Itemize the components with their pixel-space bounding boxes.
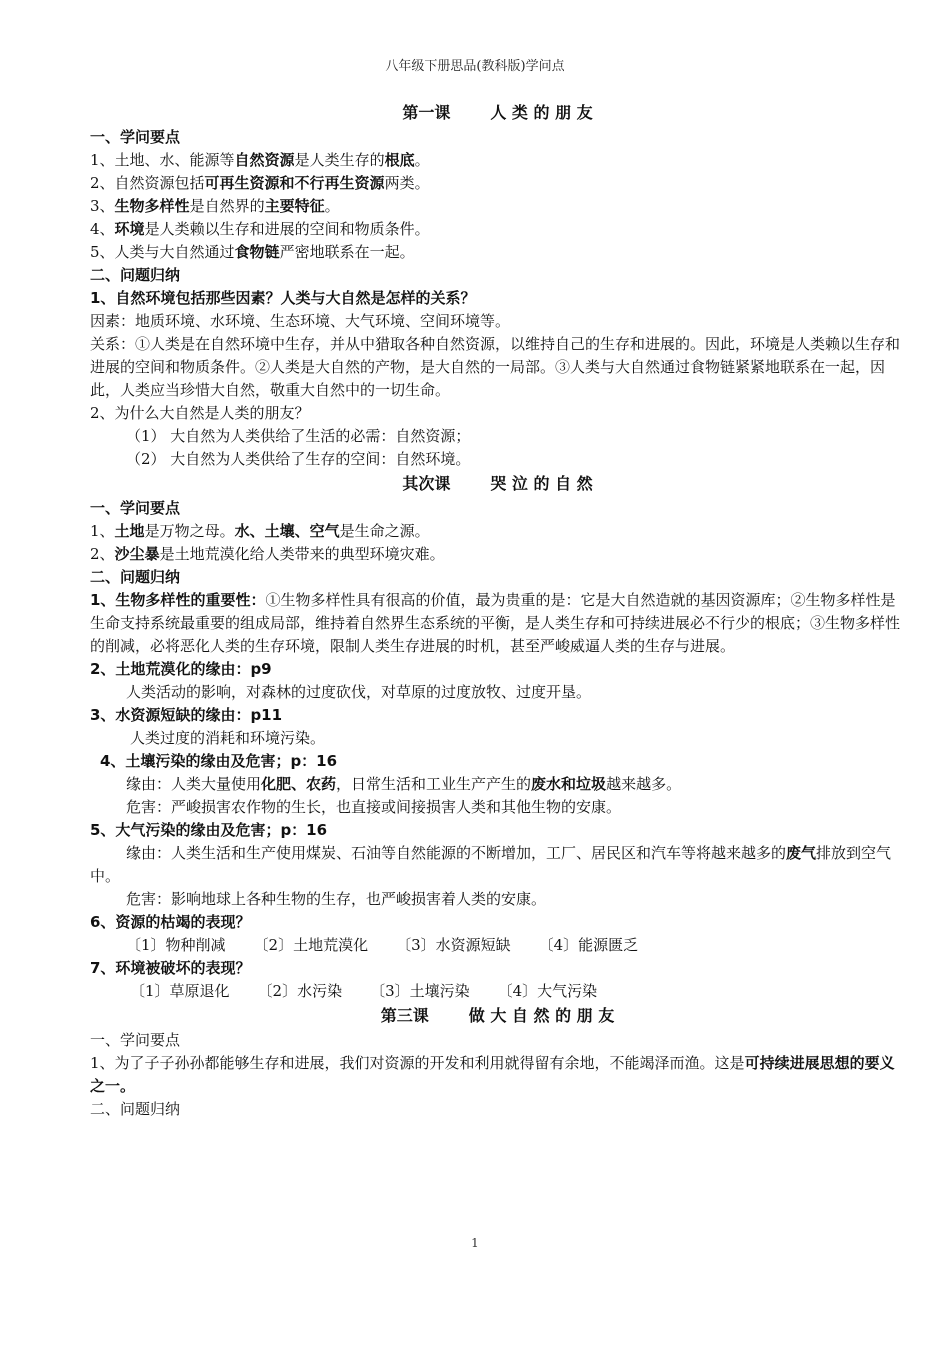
lesson-1-question-1: 1、自然环境包括那些因素？人类与大自然是怎样的关系？ <box>90 289 476 307</box>
list-item: 〔3〕土壤污染 <box>370 982 470 1000</box>
lesson-2-section-questions: 二、问题归纳 <box>90 568 181 586</box>
lesson-1-section-knowledge: 一、学问要点 <box>90 128 181 146</box>
lesson-2-question-6: 6、资源的枯竭的表现？ <box>90 913 251 931</box>
lesson-2-point-2 <box>90 543 905 566</box>
text-run: 3、 <box>90 197 115 215</box>
list-item: 〔1〕物种削减 <box>126 936 226 954</box>
lesson-3-section-knowledge: 一、学问要点 <box>90 1031 181 1049</box>
bold-run: 化肥、农药 <box>261 775 337 793</box>
lesson-2-question-4: 4、土壤污染的缘由及危害；p：16 <box>100 752 338 770</box>
page-header: 八年级下册思品(教科版)学问点 <box>385 59 565 74</box>
text-run: 1、土地、水、能源等 <box>90 151 235 169</box>
lesson-1-question-1-factors: 因素：地质环境、水环境、生态环境、大气环境、空间环境等。 <box>90 312 511 330</box>
text-run: 。 <box>324 197 340 215</box>
bold-run: 食物链 <box>234 243 280 261</box>
lesson-3-number: 第三课 <box>380 1006 429 1025</box>
text-run: 5、人类与大自然通过 <box>90 243 235 261</box>
bold-run: 土地 <box>114 522 145 540</box>
lesson-1-question-2-answer-2: （2） 大自然为人类供给了生存的空间：自然环境。 <box>126 450 471 468</box>
lesson-2-name: 哭 泣 的 自 然 <box>490 474 593 493</box>
lesson-2-question-5-harm: 危害：影响地球上各种生物的生存，也严峻损害着人类的安康。 <box>126 890 547 908</box>
lesson-2-question-2: 2、土地荒漠化的缘由：p9 <box>90 660 272 678</box>
lesson-1-point-2 <box>90 172 905 195</box>
lesson-2-question-4-cause <box>90 773 905 796</box>
lesson-2-question-5: 5、大气污染的缘由及危害；p：16 <box>90 821 328 839</box>
lesson-2-point-1 <box>90 520 905 543</box>
text-run: 是自然界的 <box>189 197 265 215</box>
lesson-2-title <box>90 471 905 497</box>
list-item: 〔2〕土地荒漠化 <box>253 936 369 954</box>
text-run: 1、为了子子孙孙都能够生存和进展，我们对资源的开发和利用就得留有余地，不能竭泽而渔。这是 <box>90 1054 745 1072</box>
lesson-2-section-knowledge: 一、学问要点 <box>90 499 181 517</box>
lesson-1-question-1-relation: 关系：①人类是在自然环境中生存，并从中猎取各种自然资源，以维持自己的生存和进展的。因此，环境是人类赖以生存和进展的空间和物质条件。②人类是大自然的产物，是大自然的一局部。③人类与大自然通过食物链紧紧地联系在一起，因此，人类应当珍惜大自然，敬重大自然中的一切生命。 <box>90 335 901 399</box>
lesson-1-question-2: 2、为什么大自然是人类的朋友？ <box>90 404 310 422</box>
lesson-2-question-6-items <box>90 934 905 957</box>
bold-run: 根底 <box>384 151 415 169</box>
bold-run: 主要特征 <box>264 197 325 215</box>
bold-run: 环境 <box>114 220 145 238</box>
list-item: 〔3〕水资源短缺 <box>396 936 511 954</box>
text-run: 1、 <box>90 522 115 540</box>
text-run: 是人类生存的 <box>294 151 385 169</box>
list-item: 〔1〕草原退化 <box>130 982 230 1000</box>
text-run: 越来越多。 <box>606 775 682 793</box>
text-run: 2、自然资源包括 <box>90 174 205 192</box>
lesson-3-name: 做 大 自 然 的 朋 友 <box>468 1006 615 1025</box>
text-run: ，日常生活和工业生产产生的 <box>336 775 532 793</box>
bold-run: 生物多样性 <box>114 197 190 215</box>
lesson-1-section-questions: 二、问题归纳 <box>90 266 181 284</box>
lesson-1-point-4 <box>90 218 905 241</box>
lesson-1-title <box>90 100 905 126</box>
lesson-1-name: 人 类 的 朋 友 <box>490 103 593 122</box>
lesson-1-number: 第一课 <box>402 103 451 122</box>
text-run: 缘由：人类生活和生产使用煤炭、石油等自然能源的不断增加，工厂、居民区和汽车等将越来越多的 <box>126 844 787 862</box>
lesson-1-point-3 <box>90 195 905 218</box>
bold-run: 水、土壤、空气 <box>234 522 340 540</box>
text-run: 。 <box>414 151 430 169</box>
text-run: 两类。 <box>384 174 430 192</box>
text-run: 严密地联系在一起。 <box>279 243 415 261</box>
text-run: 是生命之源。 <box>339 522 430 540</box>
bold-run: 废水和垃圾 <box>531 775 607 793</box>
lesson-1-point-5 <box>90 241 905 264</box>
lesson-2-number: 其次课 <box>402 474 451 493</box>
text-run: ①生物多样性具有很高的价值，最为贵重的是：它是大自然造就的基因资源库；②生物多样性是生命支持系统最重要的组成局部，维持着自然界生态系统的平衡，是人类生存和可持续进展必不行少的根底；③生物多样性的削减，必将恶化人类的生存环境，限制人类生存进展的时机，甚至严峻威逼人类的生存与进展。 <box>90 591 901 655</box>
lesson-3-section-questions: 二、问题归纳 <box>90 1100 181 1118</box>
lesson-2-question-7-items <box>90 980 905 1003</box>
lesson-2-question-3: 3、水资源短缺的缘由：p11 <box>90 706 283 724</box>
list-item: 〔2〕水污染 <box>257 982 343 1000</box>
text-run: 缘由：人类大量使用 <box>126 775 262 793</box>
document-body <box>90 100 905 1121</box>
lesson-2-question-4-harm: 危害：严峻损害农作物的生长，也直接或间接损害人类和其他生物的安康。 <box>126 798 622 816</box>
lesson-2-question-5-cause <box>90 842 905 888</box>
bold-run: 沙尘暴 <box>114 545 160 563</box>
text-run: 是人类赖以生存和进展的空间和物质条件。 <box>144 220 430 238</box>
text-run: 4、 <box>90 220 115 238</box>
bold-run: 可持续进展思想的要义之一。 <box>90 1054 895 1095</box>
lesson-1-point-1 <box>90 149 905 172</box>
text-run: 是土地荒漠化给人类带来的典型环境灾难。 <box>159 545 445 563</box>
list-item: 〔4〕能源匮乏 <box>538 936 639 954</box>
lesson-1-question-2-answer-1: （1） 大自然为人类供给了生活的必需：自然资源； <box>126 427 471 445</box>
bold-run: 1、生物多样性的重要性： <box>90 591 266 609</box>
bold-run: 自然资源 <box>234 151 295 169</box>
page-number: 1 <box>471 1236 479 1250</box>
text-run: 排放到空气中。 <box>90 844 892 885</box>
text-run: 2、 <box>90 545 115 563</box>
list-item: 〔4〕大气污染 <box>497 982 598 1000</box>
lesson-2-question-3-answer: 人类过度的消耗和环境污染。 <box>130 729 326 747</box>
bold-run: 可再生资源和不行再生资源 <box>204 174 385 192</box>
bold-run: 废气 <box>786 844 817 862</box>
lesson-2-question-1 <box>90 589 905 658</box>
lesson-2-question-2-answer: 人类活动的影响，对森林的过度砍伐，对草原的过度放牧、过度开垦。 <box>126 683 592 701</box>
lesson-3-point-1 <box>90 1052 905 1098</box>
text-run: 是万物之母。 <box>144 522 235 540</box>
lesson-3-title <box>90 1003 905 1029</box>
lesson-2-question-7: 7、环境被破坏的表现？ <box>90 959 251 977</box>
